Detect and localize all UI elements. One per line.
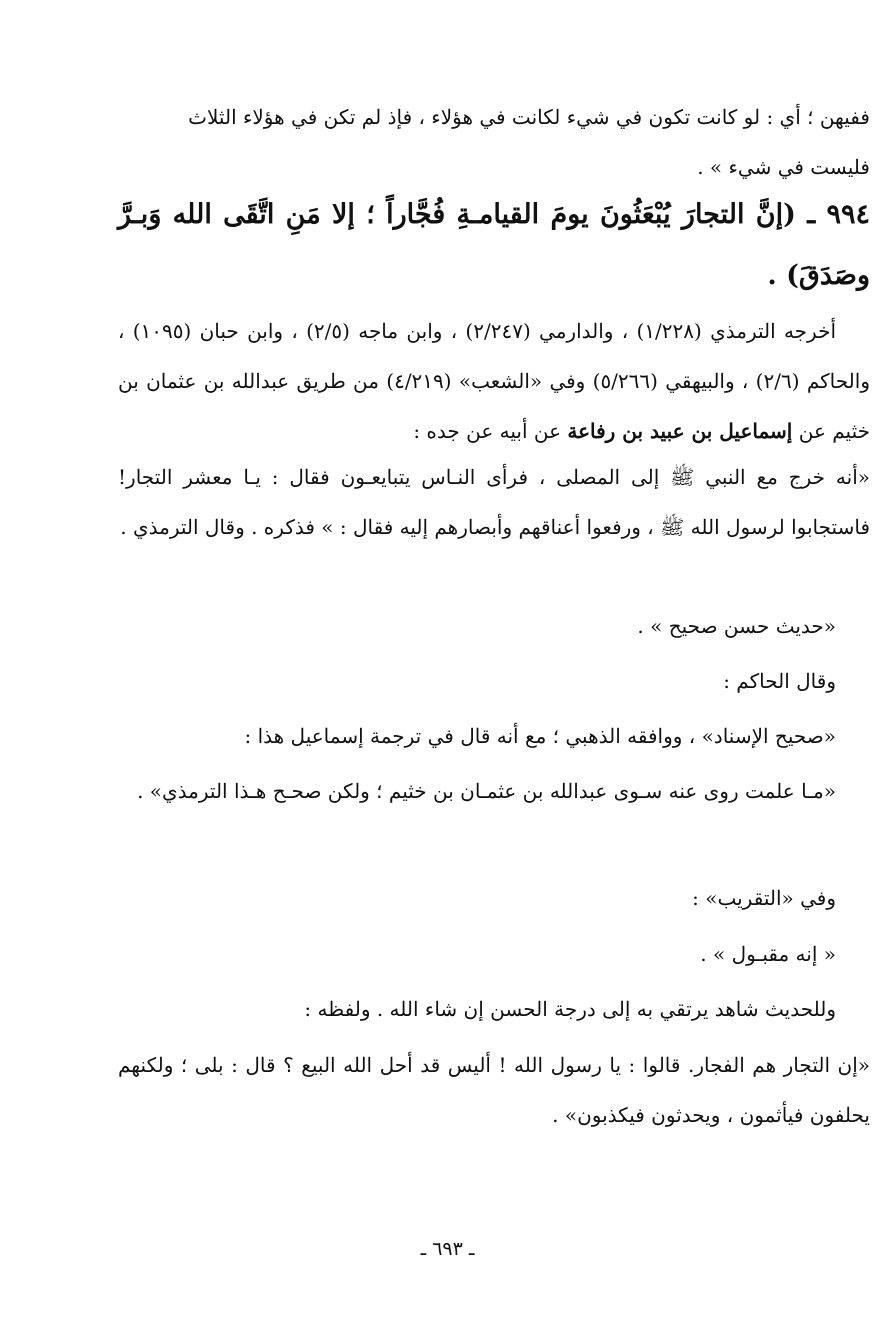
- taqrib-grade: « إنه مقبـول » .: [700, 942, 836, 966]
- takhrij-paragraph: [118, 306, 870, 456]
- takhrij-part-1: أخرجه الترمذي (١/٢٢٨) ، والدارمي (٢/٢٤٧) ، وابن ماجه (٢/٥) ، وابن حبان (١٠٩٥) ، والحاكم (٢/٦) ، والبيهقي (٥/٢٦٦) وفي «الشعب» (٤/٢١٩) من طريق عبدالله بن عثمان بن خثيم عن: [118, 319, 870, 443]
- shahid-text: «إن التجار هم الفجار. قالوا : يا رسول الله ! أليس قد أحل الله البيع ؟ قال : بلى ؛ ولكنهم يحلفون فيأثمون ، ويحدثون فيكذبون» .: [118, 1053, 870, 1127]
- hadith-separator: ـ: [795, 199, 827, 230]
- hadith-heading: [118, 184, 870, 306]
- taqrib-intro: وفي «التقريب» :: [692, 886, 836, 910]
- prophet-quote-paragraph: «أنه خرج مع النبي ﷺ إلى المصلى ، فرأى النـاس يتبايعـون فقال : يـا معشر التجار! فاستجابوا لرسول الله ﷺ ، ورفعوا أعناقهم وأبصارهم إليه فقال : » فذكره . وقال الترمذي .: [118, 465, 870, 539]
- intro-paragraph: [118, 92, 870, 192]
- dhahabi-quote: «مـا علمت روى عنه سـوى عبدالله بن عثمـان بن خثيم ؛ ولكن صحـح هـذا الترمذي» .: [137, 779, 836, 803]
- page-number: ـ ٦٩٣ ـ: [420, 1238, 475, 1260]
- takhrij-part-2: عن أبيه عن جده :: [413, 419, 568, 443]
- intro-line-2: فليست في شيء » .: [697, 155, 870, 179]
- tirmidhi-grade: «حديث حسن صحيح » .: [637, 614, 836, 638]
- narrator-name: إسماعيل بن عبيد بن رفاعة: [567, 419, 793, 443]
- intro-line-1: ففيهن ؛ أي : لو كانت تكون في شيء لكانت في هؤلاء ، فإذ لم تكن في هؤلاء الثلاث: [188, 105, 870, 129]
- shahid-intro: وللحديث شاهد يرتقي به إلى درجة الحسن إن شاء الله . ولفظه :: [304, 997, 836, 1021]
- hadith-number: ٩٩٤: [826, 199, 870, 230]
- hakim-intro: وقال الحاكم :: [723, 669, 836, 693]
- hadith-text: (إنَّ التجارَ يُبْعَثُونَ يومَ القيامـةِ فُجَّاراً ؛ إلا مَنِ اتَّقَى الله وَبـرَّ وصَدَقَ) .: [118, 199, 870, 291]
- hakim-grade: «صحيح الإسناد» ، ووافقه الذهبي ؛ مع أنه قال في ترجمة إسماعيل هذا :: [244, 724, 836, 748]
